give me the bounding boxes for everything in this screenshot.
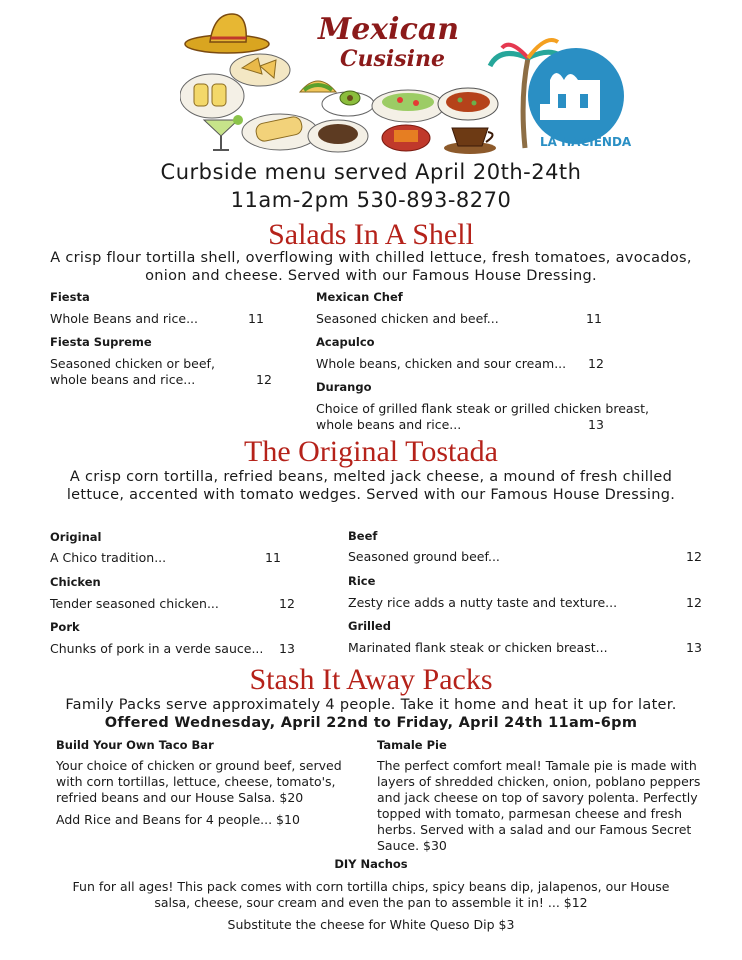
menu-item-desc: Your choice of chicken or ground beef, served with corn tortillas, lettuce, cheese, tomato's, refried beans and our House Salsa. $20 [56, 758, 342, 805]
salads-description: A crisp flour tortilla shell, overflowing with chilled lettuce, fresh tomatoes, avocados, onion and cheese. Served with our Famous House Dressing. [50, 250, 692, 284]
guacamole-bowl-icon [322, 91, 374, 116]
menu-item-desc: Seasoned ground beef... [348, 549, 500, 564]
menu-item-desc: Zesty rice adds a nutty taste and texture... [348, 595, 618, 610]
menu-item-name: Beef [348, 529, 378, 543]
menu-item-price: 13 [686, 640, 702, 655]
menu-item-desc: Seasoned chicken and beef... [316, 311, 499, 326]
menu-item-name: Tamale Pie [377, 738, 447, 752]
menu-item-price: 12 [588, 356, 604, 371]
menu-item-desc: Whole Beans and rice... [50, 311, 198, 326]
menu-item-name: Fiesta Supreme [50, 335, 152, 349]
menu-item-name: Rice [348, 574, 376, 588]
stash-description [40, 696, 702, 732]
fajita-pan-icon [382, 125, 430, 151]
la-hacienda-logo [528, 48, 624, 144]
menu-item-price: 11 [248, 311, 264, 326]
tostada-title: The Original Tostada [244, 435, 498, 468]
curbside-dates: Curbside menu served April 20th-24th [160, 160, 582, 184]
menu-item-desc: Choice of grilled flank steak or grilled chicken breast, whole beans and rice... [316, 401, 649, 432]
menu-item-desc: Whole beans, chicken and sour cream... [316, 356, 567, 371]
menu-item-price: 12 [686, 595, 702, 610]
hours-phone: 11am-2pm 530-893-8270 [230, 188, 512, 212]
menu-item-price: 13 [279, 641, 295, 656]
menu-item-name: Acapulco [316, 335, 375, 349]
menu-item-desc: Tender seasoned chicken... [50, 596, 219, 611]
stash-description-text: Family Packs serve approximately 4 people. Take it home and heat it up for later. [65, 697, 677, 713]
taco-icon [300, 81, 336, 92]
burrito-plate-icon [242, 114, 318, 150]
menu-item-desc: A Chico tradition... [50, 550, 167, 565]
menu-item-price: 12 [279, 596, 295, 611]
menu-item-price: 13 [588, 417, 604, 432]
menu-item-desc: Seasoned chicken or beef, whole beans and rice... [50, 356, 215, 387]
menu-item-desc: Chunks of pork in a verde sauce... [50, 641, 264, 656]
menu-item-note: Substitute the cheese for White Queso Dip $3 [227, 917, 515, 932]
beans-plate-icon [308, 120, 368, 152]
nachos-plate-icon [230, 54, 290, 86]
tostada-description: A crisp corn tortilla, refried beans, melted jack cheese, a mound of fresh chilled lettuce, accented with tomato wedges. Served with our Famous House Dressing. [66, 469, 676, 503]
salads-title: Salads In A Shell [268, 218, 474, 251]
menu-item-price: 12 [686, 549, 702, 564]
coffee-cup-icon [444, 128, 496, 154]
menu-item-name: DIY Nachos [334, 857, 408, 871]
menu-item-price: 12 [256, 372, 272, 387]
menu-item-name: Build Your Own Taco Bar [56, 738, 214, 752]
stash-offer-dates: Offered Wednesday, April 22nd to Friday, April 24th 11am-6pm [104, 715, 638, 731]
margarita-glass-icon [204, 115, 243, 150]
menu-item-name: Fiesta [50, 290, 90, 304]
menu-item-price: 11 [265, 550, 281, 565]
menu-item-price: 11 [586, 311, 602, 326]
logo-text: LA HACIENDA [540, 135, 632, 149]
menu-item-addon: Add Rice and Beans for 4 people... $10 [56, 812, 300, 827]
taco-plate-icon [180, 74, 244, 118]
menu-item-name: Mexican Chef [316, 290, 403, 304]
menu-item-desc: Fun for all ages! This pack comes with corn tortilla chips, spicy beans dip, jalapenos, our House salsa, cheese, sour cream and even the pan to assemble it in! ... $12 [72, 879, 670, 910]
brand-subtitle: Cusisine [340, 46, 445, 72]
menu-item-name: Chicken [50, 575, 101, 589]
menu-item-name: Pork [50, 620, 80, 634]
menu-item-desc: The perfect comfort meal! Tamale pie is made with layers of shredded chicken, onion, poblano peppers and jack cheese on top of savory polenta. Perfectly topped with tomato, parmesan cheese and fresh herbs. Served with a salad and our Famous Secret Sauce. $30 [377, 758, 701, 853]
soup-bowl-icon [438, 88, 498, 120]
sombrero-icon [185, 14, 269, 53]
menu-item-desc: Marinated flank steak or chicken breast... [348, 640, 608, 655]
menu-item-name: Grilled [348, 619, 391, 633]
brand-title: Mexican [318, 12, 460, 47]
stash-title: Stash It Away Packs [249, 663, 493, 696]
menu-item-name: Original [50, 530, 102, 544]
salad-bowl-icon [372, 90, 444, 122]
menu-item-name: Durango [316, 380, 372, 394]
